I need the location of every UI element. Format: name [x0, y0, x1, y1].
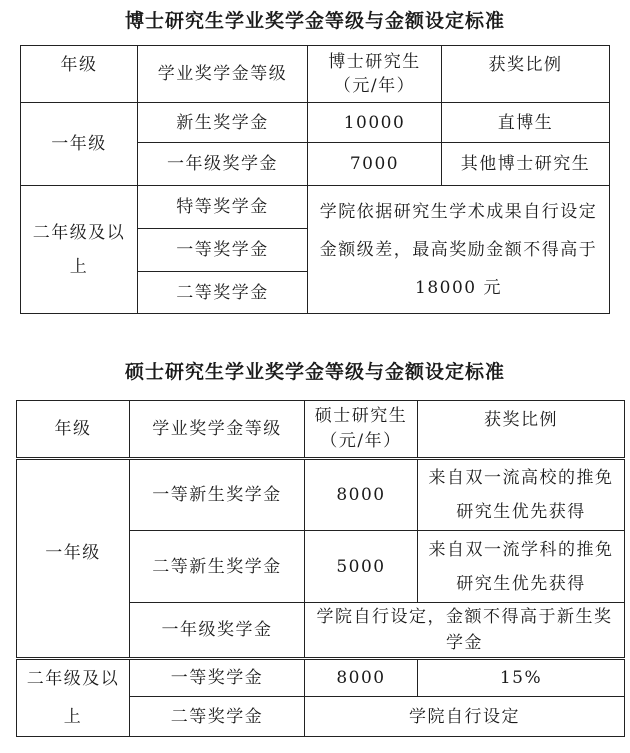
header-level: 学业奖学金等级: [130, 401, 305, 459]
level-cell: 一等新生奖学金: [130, 459, 305, 531]
year2-note: 学院依据研究生学术成果自行设定金额级差，最高奖励金额不得高于 18000 元: [308, 186, 610, 314]
level-cell: 二等新生奖学金: [130, 531, 305, 603]
level-cell: 二等奖学金: [130, 697, 305, 737]
level-cell: 新生奖学金: [138, 103, 308, 143]
header-grade: 年级: [21, 46, 138, 103]
year2-note: 学院自行设定: [305, 697, 625, 737]
header-ratio: 获奖比例: [418, 401, 625, 459]
amount-cell: 8000: [305, 459, 418, 531]
master-table-title: 硕士研究生学业奖学金等级与金额设定标准: [124, 361, 505, 383]
header-ratio: 获奖比例: [442, 46, 610, 103]
grade-year1: 一年级: [17, 459, 130, 659]
header-grade: 年级: [17, 401, 130, 459]
header-level: 学业奖学金等级: [138, 46, 308, 103]
amount-cell: 7000: [308, 143, 442, 186]
ratio-cell: 来自双一流学科的推免研究生优先获得: [418, 531, 625, 603]
amount-cell: 8000: [305, 659, 418, 697]
ratio-cell: 15%: [418, 659, 625, 697]
grade-year1: 一年级: [21, 103, 138, 186]
level-cell: 一等奖学金: [130, 659, 305, 697]
master-scholarship-table: [16, 400, 625, 737]
level-cell: 特等奖学金: [138, 186, 308, 229]
amount-cell: 5000: [305, 531, 418, 603]
level-cell: 一年级奖学金: [130, 603, 305, 659]
ratio-cell: 其他博士研究生: [442, 143, 610, 186]
level-cell: 一年级奖学金: [138, 143, 308, 186]
grade-year2: 二年级及以上: [17, 659, 130, 737]
ratio-cell: 直博生: [442, 103, 610, 143]
level-cell: 一等奖学金: [138, 229, 308, 272]
phd-table-title: 博士研究生学业奖学金等级与金额设定标准: [124, 10, 505, 32]
amount-cell: 10000: [308, 103, 442, 143]
phd-scholarship-table: [20, 45, 610, 314]
header-amount: 博士研究生（元/年）: [308, 46, 442, 103]
grade-year2: 二年级及以上: [21, 186, 138, 314]
ratio-cell: 来自双一流高校的推免研究生优先获得: [418, 459, 625, 531]
year1-note: 学院自行设定，金额不得高于新生奖学金: [305, 603, 625, 659]
level-cell: 二等奖学金: [138, 272, 308, 314]
header-amount: 硕士研究生（元/年）: [305, 401, 418, 459]
